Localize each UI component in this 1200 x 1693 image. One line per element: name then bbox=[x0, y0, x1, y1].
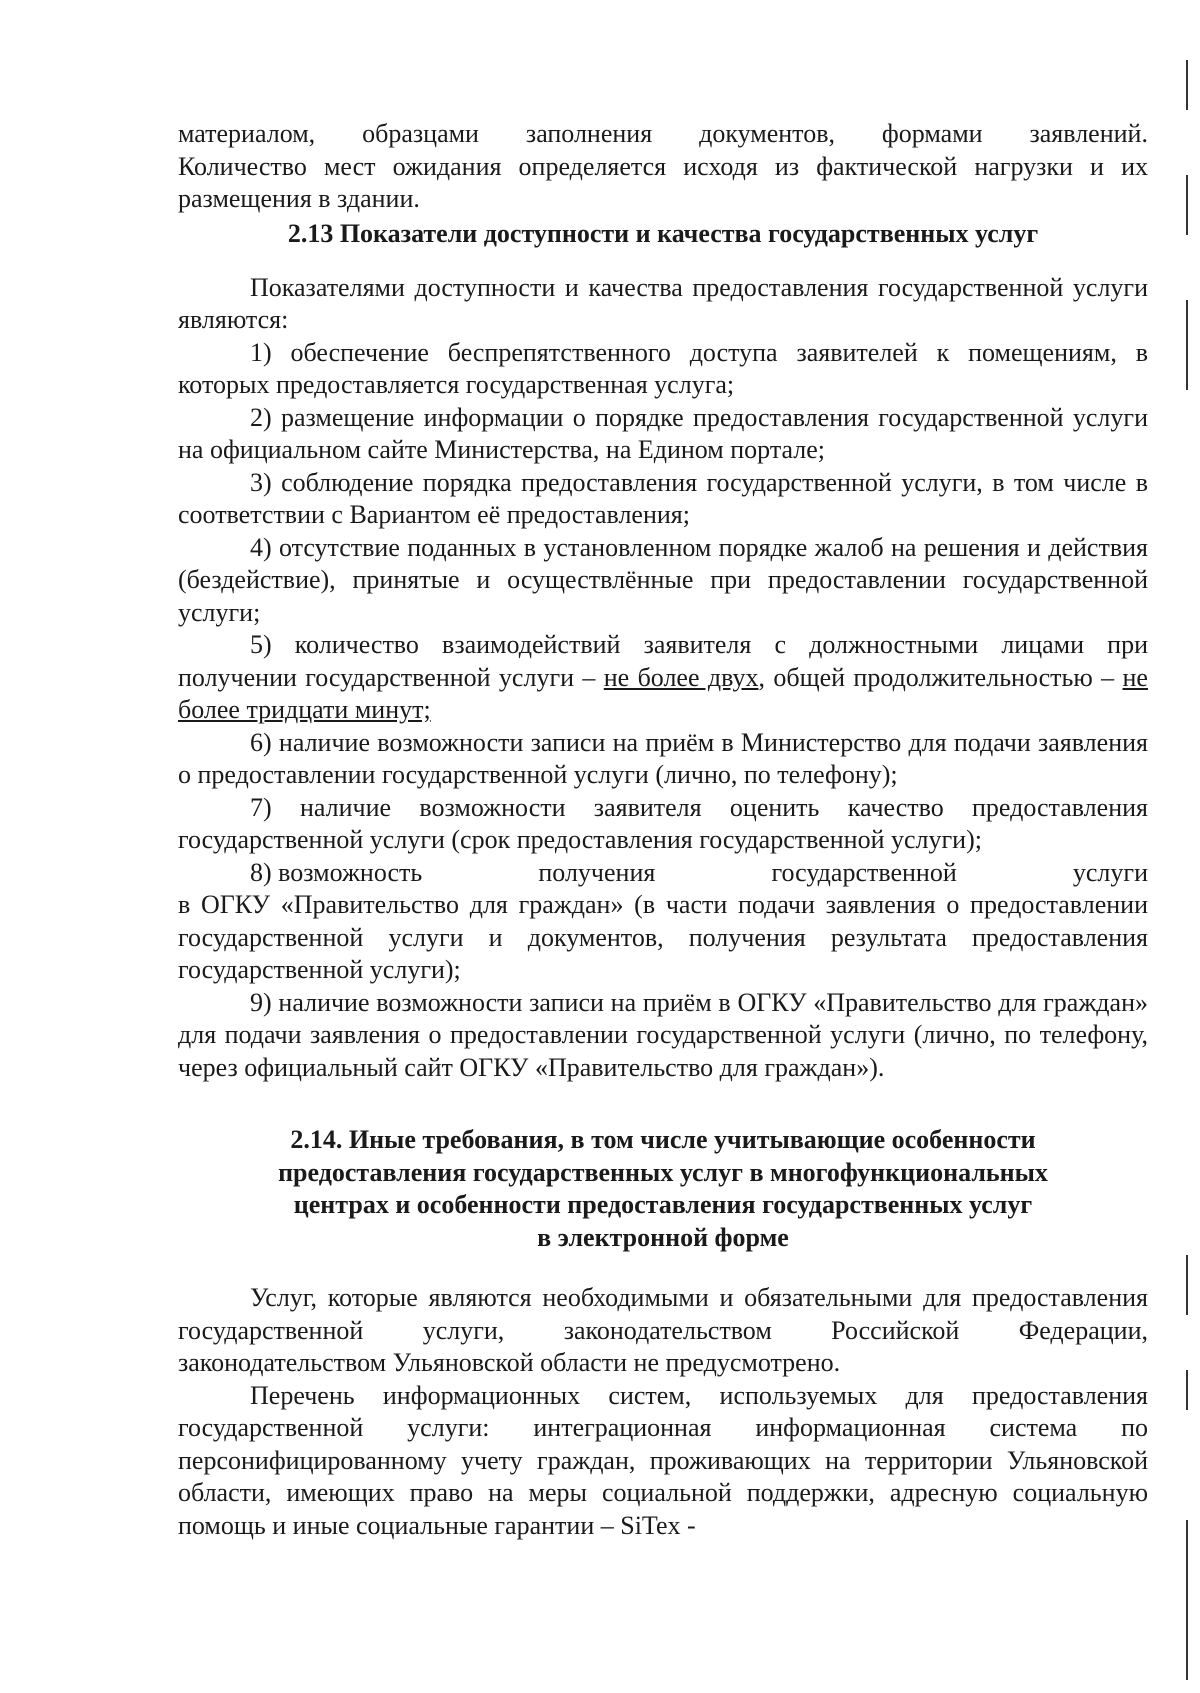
list-item-5-underlined-duration: не более тридцати минут; bbox=[178, 662, 1148, 724]
section-2-14-heading-line: центрах и особенности предоставления государственных услуг bbox=[293, 1190, 1033, 1219]
list-item-8-word: услуги bbox=[1072, 857, 1148, 887]
section-2-14-heading-line: в электронной форме bbox=[537, 1222, 789, 1252]
section-2-14-heading-line: предоставления государственных услуг в многофункциональных bbox=[278, 1157, 1048, 1187]
list-item-8: в ОГКУ «Правительство для граждан» (в части подачи заявления о предоставлении государственной услуги и документов, получения результата предоставления государственной услуги); bbox=[178, 890, 1148, 984]
section-2-14-paragraph-1: Услуг, которые являются необходимыми и обязательными для предоставления государственной услуги, законодательством Российской Федерации, законодательством Ульяновской области не предусмотрено. bbox=[178, 1283, 1148, 1377]
intro-word: образцами bbox=[362, 119, 479, 148]
list-item-6: 6) наличие возможности записи на приём в Министерство для подачи заявления о предоставлении государственной услуги (лично, по телефону); bbox=[178, 727, 1148, 789]
list-item-8-first-line bbox=[178, 857, 1148, 890]
intro-word: заполнения bbox=[525, 119, 653, 148]
intro-word: документов, bbox=[699, 119, 835, 148]
list-item-3: 3) соблюдение порядка предоставления государственной услуги, в том числе в соответствии с Вариантом её предоставления; bbox=[178, 467, 1148, 529]
list-item-4: 4) отсутствие поданных в установленном порядке жалоб на решения и действия (бездействие), принятые и осуществлённые при предоставлении государственной услуги; bbox=[178, 532, 1148, 627]
list-item-1: 1) обеспечение беспрепятственного доступа заявителей к помещениям, в которых предоставляется государственная услуга; bbox=[178, 337, 1148, 399]
section-2-14-heading bbox=[178, 1124, 1148, 1254]
document-body bbox=[178, 118, 1148, 1542]
list-item-5-text-mid: , общей продолжительностью – bbox=[758, 662, 1123, 692]
list-item-8-word: 8) возможность bbox=[250, 857, 423, 887]
intro-word: формами bbox=[881, 119, 983, 148]
list-item-5-text: 5) количество взаимодействий заявителя с должностными лицами при получении государственной услуги – bbox=[178, 630, 1148, 692]
section-2-14-paragraph-2: Перечень информационных систем, используемых для предоставления государственной услуги: интеграционная информационная система по персонифицированному учету граждан, проживающих на территории Ульяновской области, имеющих право на меры социальной поддержки, адресную социальную помощь и иные социальные гарантии – SiTex - bbox=[178, 1380, 1148, 1540]
list-item-8-word: государственной bbox=[771, 857, 957, 887]
list-item-5-underlined-limit: не более двух bbox=[603, 662, 759, 692]
section-2-14-heading-line: 2.14. Иные требования, в том числе учитывающие особенности bbox=[290, 1125, 1036, 1154]
list-item-7: 7) наличие возможности заявителя оценить качество предоставления государственной услуги (срок предоставления государственной услуги); bbox=[178, 792, 1148, 854]
intro-first-line bbox=[178, 118, 1148, 151]
list-item-2: 2) размещение информации о порядке предоставления государственной услуги на официальном сайте Министерства, на Едином портале; bbox=[178, 402, 1148, 464]
list-item-5 bbox=[178, 629, 1148, 727]
intro-word: материалом, bbox=[178, 119, 316, 148]
section-2-13-heading: 2.13 Показатели доступности и качества государственных услуг bbox=[287, 218, 1039, 248]
section-2-13-lead: Показателями доступности и качества предоставления государственной услуги являются: bbox=[178, 272, 1148, 334]
list-item-9: 9) наличие возможности записи на приём в ОГКУ «Правительство для граждан» для подачи заявления о предоставлении государственной услуги (лично, по телефону, через официальный сайт ОГКУ «Правительство для граждан»). bbox=[178, 987, 1148, 1082]
intro-word: заявлений. bbox=[1029, 119, 1148, 148]
list-item-8-word: получения bbox=[538, 857, 656, 887]
intro-paragraph: Количество мест ожидания определяется исходя из фактической нагрузки и их размещения в здании. bbox=[178, 151, 1148, 213]
